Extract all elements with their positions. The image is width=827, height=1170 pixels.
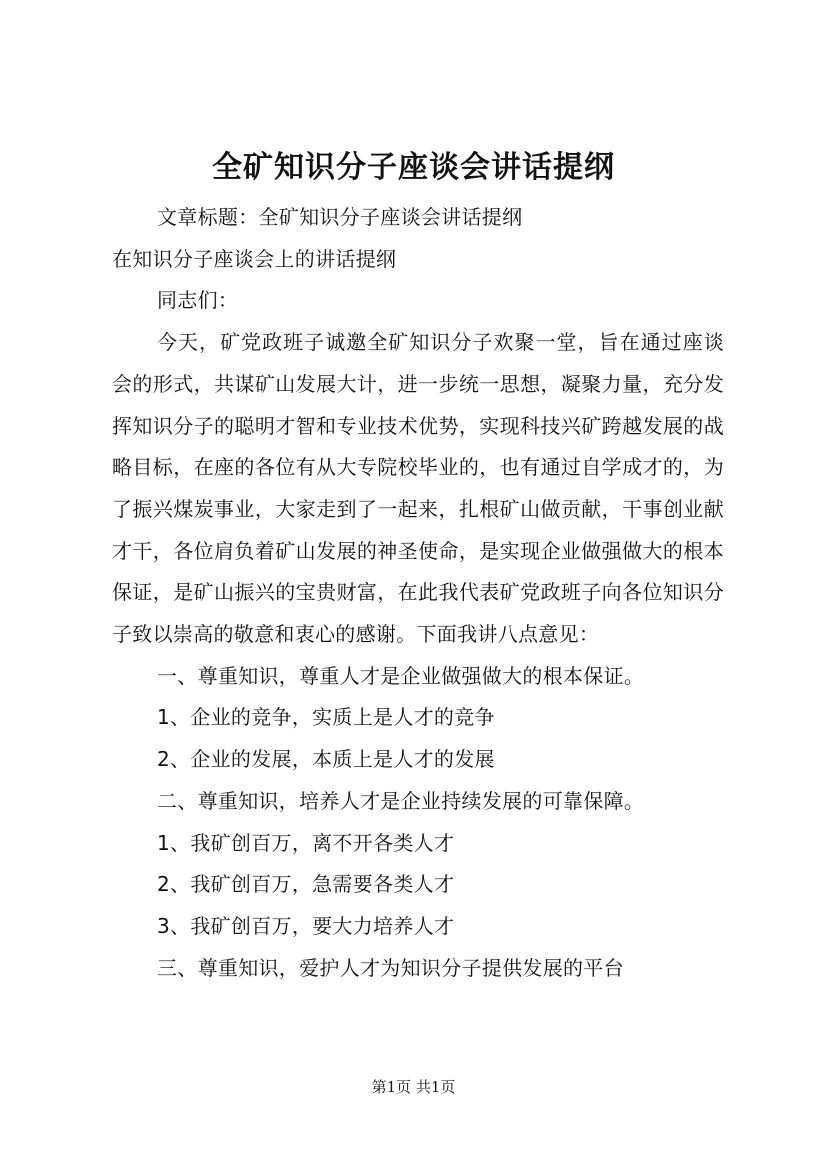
subtitle-line: 在知识分子座谈会上的讲话提纲 xyxy=(112,246,397,271)
point-2-heading: 二、尊重知识，培养人才是企业持续发展的可靠保障。 xyxy=(157,788,645,813)
salutation-line: 同志们： xyxy=(157,288,239,313)
page-footer: 第1页 共1页 xyxy=(371,1078,456,1096)
point-1-heading: 一、尊重知识，尊重人才是企业做强做大的根本保证。 xyxy=(157,663,645,688)
point-2-item-3: 3、我矿创百万，要大力培养人才 xyxy=(157,913,455,938)
point-1-item-2: 2、企业的发展，本质上是人才的发展 xyxy=(157,747,495,772)
intro-paragraph: 今天，矿党政班子诚邀全矿知识分子欢聚一堂，旨在通过座谈会的形式，共谋矿山发展大计，进一步统一思想，凝聚力量，充分发挥知识分子的聪明才智和专业技术优势，实现科技兴矿跨越发展的战略目标，在座的各位有从大专院校毕业的，也有通过自学成才的，为了振兴煤炭事业，大家走到了一起来，扎根矿山做贡献，干事创业献才干，各位肩负着矿山发展的神圣使命，是实现企业做强做大的根本保证，是矿山振兴的宝贵财富，在此我代表矿党政班子向各位知识分子致以崇高的敬意和衷心的感谢。下面我讲八点意见： xyxy=(112,330,724,647)
point-2-item-2: 2、我矿创百万，急需要各类人才 xyxy=(157,872,455,897)
document-title: 全矿知识分子座谈会讲话提纲 xyxy=(212,150,615,185)
document-body xyxy=(112,197,724,989)
point-2-item-1: 1、我矿创百万，离不开各类人才 xyxy=(157,830,455,855)
article-title-line: 文章标题：全矿知识分子座谈会讲话提纲 xyxy=(157,205,523,229)
point-1-item-1: 1、企业的竞争，实质上是人才的竞争 xyxy=(157,705,495,730)
point-3-heading: 三、尊重知识，爱护人才为知识分子提供发展的平台 xyxy=(157,955,624,980)
